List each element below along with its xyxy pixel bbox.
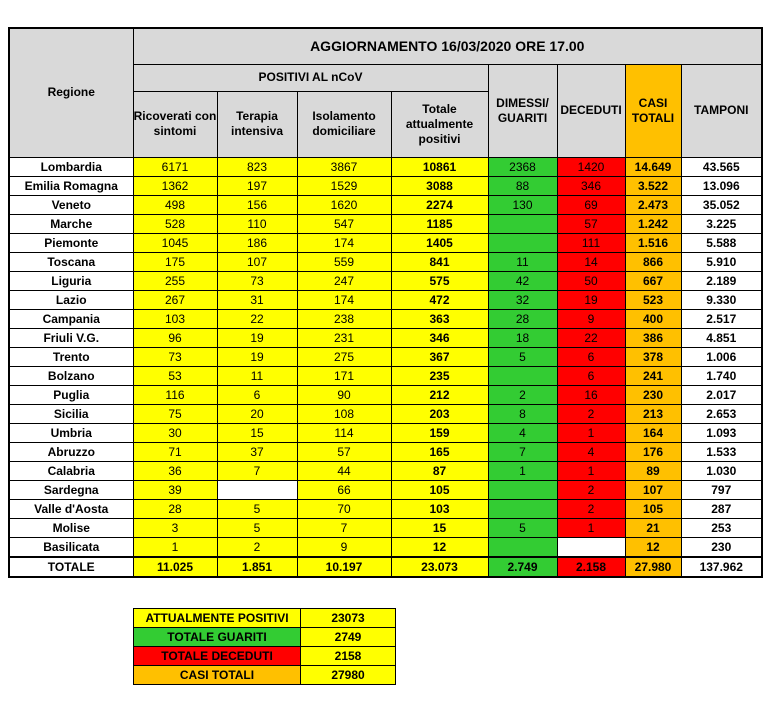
total-tamponi-cell: 137.962	[681, 557, 762, 577]
dimessi-cell	[488, 537, 557, 557]
deceduti-cell: 1	[557, 461, 625, 480]
deceduti-cell: 69	[557, 195, 625, 214]
casi-totali-cell: 105	[625, 499, 681, 518]
totals-row	[9, 557, 762, 577]
dimessi-cell: 5	[488, 347, 557, 366]
deceduti-cell: 2	[557, 404, 625, 423]
ricoverati-cell: 3	[133, 518, 217, 537]
summary-value: 2158	[301, 647, 396, 666]
ricoverati-cell: 73	[133, 347, 217, 366]
casi-totali-cell: 12	[625, 537, 681, 557]
summary-label: TOTALE GUARITI	[134, 628, 301, 647]
casi-totali-cell: 230	[625, 385, 681, 404]
ricoverati-cell: 528	[133, 214, 217, 233]
terapia-cell: 110	[217, 214, 297, 233]
header-ricoverati: Ricoverati con sintomi	[133, 91, 217, 157]
totale-positivi-cell: 367	[391, 347, 488, 366]
casi-totali-cell: 14.649	[625, 157, 681, 176]
total-region-name: TOTALE	[9, 557, 133, 577]
region-name: Bolzano	[9, 366, 133, 385]
ricoverati-cell: 39	[133, 480, 217, 499]
table-row	[9, 499, 762, 518]
totale-positivi-cell: 235	[391, 366, 488, 385]
summary-row	[134, 666, 396, 685]
header-positivi: POSITIVI AL nCoV	[133, 64, 488, 91]
dimessi-cell	[488, 214, 557, 233]
table-row	[9, 347, 762, 366]
isolamento-cell: 9	[297, 537, 391, 557]
ricoverati-cell: 1362	[133, 176, 217, 195]
isolamento-cell: 238	[297, 309, 391, 328]
summary-row	[134, 609, 396, 628]
ricoverati-cell: 498	[133, 195, 217, 214]
region-name: Veneto	[9, 195, 133, 214]
isolamento-cell: 247	[297, 271, 391, 290]
isolamento-cell: 57	[297, 442, 391, 461]
region-name: Campania	[9, 309, 133, 328]
region-name: Marche	[9, 214, 133, 233]
total-isolamento-cell: 10.197	[297, 557, 391, 577]
terapia-cell: 107	[217, 252, 297, 271]
isolamento-cell: 174	[297, 290, 391, 309]
total-dimessi-cell: 2.749	[488, 557, 557, 577]
casi-totali-cell: 378	[625, 347, 681, 366]
region-name: Liguria	[9, 271, 133, 290]
table-row	[9, 461, 762, 480]
terapia-cell: 20	[217, 404, 297, 423]
casi-totali-cell: 107	[625, 480, 681, 499]
isolamento-cell: 7	[297, 518, 391, 537]
dimessi-cell	[488, 480, 557, 499]
isolamento-cell: 1620	[297, 195, 391, 214]
deceduti-cell: 346	[557, 176, 625, 195]
dimessi-cell: 5	[488, 518, 557, 537]
ricoverati-cell: 103	[133, 309, 217, 328]
terapia-cell: 11	[217, 366, 297, 385]
summary-value: 2749	[301, 628, 396, 647]
table-row	[9, 271, 762, 290]
region-name: Calabria	[9, 461, 133, 480]
dimessi-cell: 4	[488, 423, 557, 442]
casi-totali-cell: 866	[625, 252, 681, 271]
ricoverati-cell: 30	[133, 423, 217, 442]
dimessi-cell: 18	[488, 328, 557, 347]
total-casi-totali-cell: 27.980	[625, 557, 681, 577]
region-name: Umbria	[9, 423, 133, 442]
terapia-cell: 15	[217, 423, 297, 442]
ricoverati-cell: 53	[133, 366, 217, 385]
tamponi-cell: 3.225	[681, 214, 762, 233]
deceduti-cell: 9	[557, 309, 625, 328]
ricoverati-cell: 175	[133, 252, 217, 271]
region-name: Abruzzo	[9, 442, 133, 461]
dimessi-cell: 42	[488, 271, 557, 290]
tamponi-cell: 2.653	[681, 404, 762, 423]
tamponi-cell: 230	[681, 537, 762, 557]
ricoverati-cell: 28	[133, 499, 217, 518]
table-row	[9, 537, 762, 557]
terapia-cell: 73	[217, 271, 297, 290]
summary-table	[133, 608, 396, 685]
header-totale-positivi: Totale attualmente positivi	[391, 91, 488, 157]
header-dimessi: DIMESSI/ GUARITI	[488, 64, 557, 157]
table-row	[9, 176, 762, 195]
ricoverati-cell: 75	[133, 404, 217, 423]
tamponi-cell: 9.330	[681, 290, 762, 309]
totale-positivi-cell: 472	[391, 290, 488, 309]
casi-totali-cell: 2.473	[625, 195, 681, 214]
ricoverati-cell: 1045	[133, 233, 217, 252]
isolamento-cell: 231	[297, 328, 391, 347]
table-row	[9, 233, 762, 252]
deceduti-cell: 50	[557, 271, 625, 290]
total-totale-positivi-cell: 23.073	[391, 557, 488, 577]
isolamento-cell: 90	[297, 385, 391, 404]
tamponi-cell: 1.533	[681, 442, 762, 461]
region-name: Sicilia	[9, 404, 133, 423]
terapia-cell: 5	[217, 499, 297, 518]
region-name: Trento	[9, 347, 133, 366]
deceduti-cell	[557, 537, 625, 557]
table-row	[9, 480, 762, 499]
terapia-cell: 186	[217, 233, 297, 252]
dimessi-cell: 88	[488, 176, 557, 195]
totale-positivi-cell: 165	[391, 442, 488, 461]
tamponi-cell: 287	[681, 499, 762, 518]
totale-positivi-cell: 15	[391, 518, 488, 537]
isolamento-cell: 114	[297, 423, 391, 442]
dimessi-cell: 32	[488, 290, 557, 309]
totale-positivi-cell: 841	[391, 252, 488, 271]
region-name: Puglia	[9, 385, 133, 404]
totale-positivi-cell: 1185	[391, 214, 488, 233]
isolamento-cell: 174	[297, 233, 391, 252]
deceduti-cell: 1	[557, 423, 625, 442]
table-row	[9, 157, 762, 176]
total-deceduti-cell: 2.158	[557, 557, 625, 577]
dimessi-cell: 1	[488, 461, 557, 480]
dimessi-cell: 11	[488, 252, 557, 271]
table-row	[9, 252, 762, 271]
region-name: Toscana	[9, 252, 133, 271]
casi-totali-cell: 386	[625, 328, 681, 347]
tamponi-cell: 797	[681, 480, 762, 499]
ricoverati-cell: 255	[133, 271, 217, 290]
totale-positivi-cell: 3088	[391, 176, 488, 195]
region-name: Lombardia	[9, 157, 133, 176]
summary-value: 27980	[301, 666, 396, 685]
dimessi-cell	[488, 499, 557, 518]
ricoverati-cell: 267	[133, 290, 217, 309]
tamponi-cell: 13.096	[681, 176, 762, 195]
tamponi-cell: 2.517	[681, 309, 762, 328]
terapia-cell: 37	[217, 442, 297, 461]
table-row	[9, 385, 762, 404]
casi-totali-cell: 3.522	[625, 176, 681, 195]
region-name: Lazio	[9, 290, 133, 309]
totale-positivi-cell: 363	[391, 309, 488, 328]
deceduti-cell: 22	[557, 328, 625, 347]
deceduti-cell: 111	[557, 233, 625, 252]
dimessi-cell: 2	[488, 385, 557, 404]
tamponi-cell: 1.030	[681, 461, 762, 480]
dimessi-cell	[488, 366, 557, 385]
tamponi-cell: 5.910	[681, 252, 762, 271]
isolamento-cell: 3867	[297, 157, 391, 176]
region-name: Sardegna	[9, 480, 133, 499]
summary-label: TOTALE DECEDUTI	[134, 647, 301, 666]
totale-positivi-cell: 203	[391, 404, 488, 423]
deceduti-cell: 14	[557, 252, 625, 271]
table-row	[9, 423, 762, 442]
total-terapia-cell: 1.851	[217, 557, 297, 577]
casi-totali-cell: 241	[625, 366, 681, 385]
totale-positivi-cell: 105	[391, 480, 488, 499]
ricoverati-cell: 1	[133, 537, 217, 557]
isolamento-cell: 1529	[297, 176, 391, 195]
header-terapia: Terapia intensiva	[217, 91, 297, 157]
tamponi-cell: 35.052	[681, 195, 762, 214]
summary-row	[134, 647, 396, 666]
header-tamponi: TAMPONI	[681, 64, 762, 157]
terapia-cell: 31	[217, 290, 297, 309]
dimessi-cell	[488, 233, 557, 252]
isolamento-cell: 108	[297, 404, 391, 423]
ricoverati-cell: 71	[133, 442, 217, 461]
summary-label: ATTUALMENTE POSITIVI	[134, 609, 301, 628]
deceduti-cell: 2	[557, 480, 625, 499]
dimessi-cell: 130	[488, 195, 557, 214]
deceduti-cell: 2	[557, 499, 625, 518]
region-name: Friuli V.G.	[9, 328, 133, 347]
table-row	[9, 328, 762, 347]
summary-row	[134, 628, 396, 647]
header-casi: CASI TOTALI	[625, 64, 681, 157]
deceduti-cell: 6	[557, 347, 625, 366]
dimessi-cell: 28	[488, 309, 557, 328]
isolamento-cell: 275	[297, 347, 391, 366]
tamponi-cell: 253	[681, 518, 762, 537]
tamponi-cell: 1.006	[681, 347, 762, 366]
tamponi-cell: 5.588	[681, 233, 762, 252]
totale-positivi-cell: 575	[391, 271, 488, 290]
deceduti-cell: 57	[557, 214, 625, 233]
isolamento-cell: 44	[297, 461, 391, 480]
isolamento-cell: 547	[297, 214, 391, 233]
dimessi-cell: 7	[488, 442, 557, 461]
table-row	[9, 195, 762, 214]
terapia-cell: 7	[217, 461, 297, 480]
region-rows	[9, 157, 762, 577]
totale-positivi-cell: 87	[391, 461, 488, 480]
update-title: AGGIORNAMENTO 16/03/2020 ORE 17.00	[133, 28, 762, 64]
isolamento-cell: 171	[297, 366, 391, 385]
casi-totali-cell: 400	[625, 309, 681, 328]
totale-positivi-cell: 2274	[391, 195, 488, 214]
table-row	[9, 404, 762, 423]
header-regione: Regione	[9, 28, 133, 157]
table-row	[9, 366, 762, 385]
totale-positivi-cell: 103	[391, 499, 488, 518]
totale-positivi-cell: 12	[391, 537, 488, 557]
header-isolamento: Isolamento domiciliare	[297, 91, 391, 157]
casi-totali-cell: 1.516	[625, 233, 681, 252]
isolamento-cell: 66	[297, 480, 391, 499]
isolamento-cell: 559	[297, 252, 391, 271]
tamponi-cell: 1.093	[681, 423, 762, 442]
summary-label: CASI TOTALI	[134, 666, 301, 685]
terapia-cell: 156	[217, 195, 297, 214]
region-name: Valle d'Aosta	[9, 499, 133, 518]
casi-totali-cell: 1.242	[625, 214, 681, 233]
covid-data-table	[8, 27, 763, 578]
table-row	[9, 290, 762, 309]
deceduti-cell: 6	[557, 366, 625, 385]
header-deceduti: DECEDUTI	[557, 64, 625, 157]
deceduti-cell: 1420	[557, 157, 625, 176]
ricoverati-cell: 116	[133, 385, 217, 404]
casi-totali-cell: 213	[625, 404, 681, 423]
deceduti-cell: 1	[557, 518, 625, 537]
deceduti-cell: 19	[557, 290, 625, 309]
region-name: Piemonte	[9, 233, 133, 252]
tamponi-cell: 2.189	[681, 271, 762, 290]
summary-rows	[134, 609, 396, 685]
totale-positivi-cell: 159	[391, 423, 488, 442]
totale-positivi-cell: 1405	[391, 233, 488, 252]
table-row	[9, 518, 762, 537]
table-row	[9, 442, 762, 461]
table-row	[9, 309, 762, 328]
tamponi-cell: 43.565	[681, 157, 762, 176]
totale-positivi-cell: 10861	[391, 157, 488, 176]
dimessi-cell: 2368	[488, 157, 557, 176]
deceduti-cell: 16	[557, 385, 625, 404]
casi-totali-cell: 176	[625, 442, 681, 461]
ricoverati-cell: 96	[133, 328, 217, 347]
tamponi-cell: 1.740	[681, 366, 762, 385]
table-row	[9, 214, 762, 233]
deceduti-cell: 4	[557, 442, 625, 461]
terapia-cell: 19	[217, 328, 297, 347]
totale-positivi-cell: 212	[391, 385, 488, 404]
terapia-cell: 823	[217, 157, 297, 176]
casi-totali-cell: 89	[625, 461, 681, 480]
terapia-cell: 22	[217, 309, 297, 328]
terapia-cell: 197	[217, 176, 297, 195]
region-name: Basilicata	[9, 537, 133, 557]
terapia-cell: 5	[217, 518, 297, 537]
casi-totali-cell: 523	[625, 290, 681, 309]
ricoverati-cell: 6171	[133, 157, 217, 176]
tamponi-cell: 4.851	[681, 328, 762, 347]
tamponi-cell: 2.017	[681, 385, 762, 404]
terapia-cell	[217, 480, 297, 499]
casi-totali-cell: 667	[625, 271, 681, 290]
dimessi-cell: 8	[488, 404, 557, 423]
casi-totali-cell: 21	[625, 518, 681, 537]
terapia-cell: 2	[217, 537, 297, 557]
terapia-cell: 6	[217, 385, 297, 404]
summary-value: 23073	[301, 609, 396, 628]
terapia-cell: 19	[217, 347, 297, 366]
totale-positivi-cell: 346	[391, 328, 488, 347]
ricoverati-cell: 36	[133, 461, 217, 480]
casi-totali-cell: 164	[625, 423, 681, 442]
isolamento-cell: 70	[297, 499, 391, 518]
total-ricoverati-cell: 11.025	[133, 557, 217, 577]
region-name: Emilia Romagna	[9, 176, 133, 195]
region-name: Molise	[9, 518, 133, 537]
